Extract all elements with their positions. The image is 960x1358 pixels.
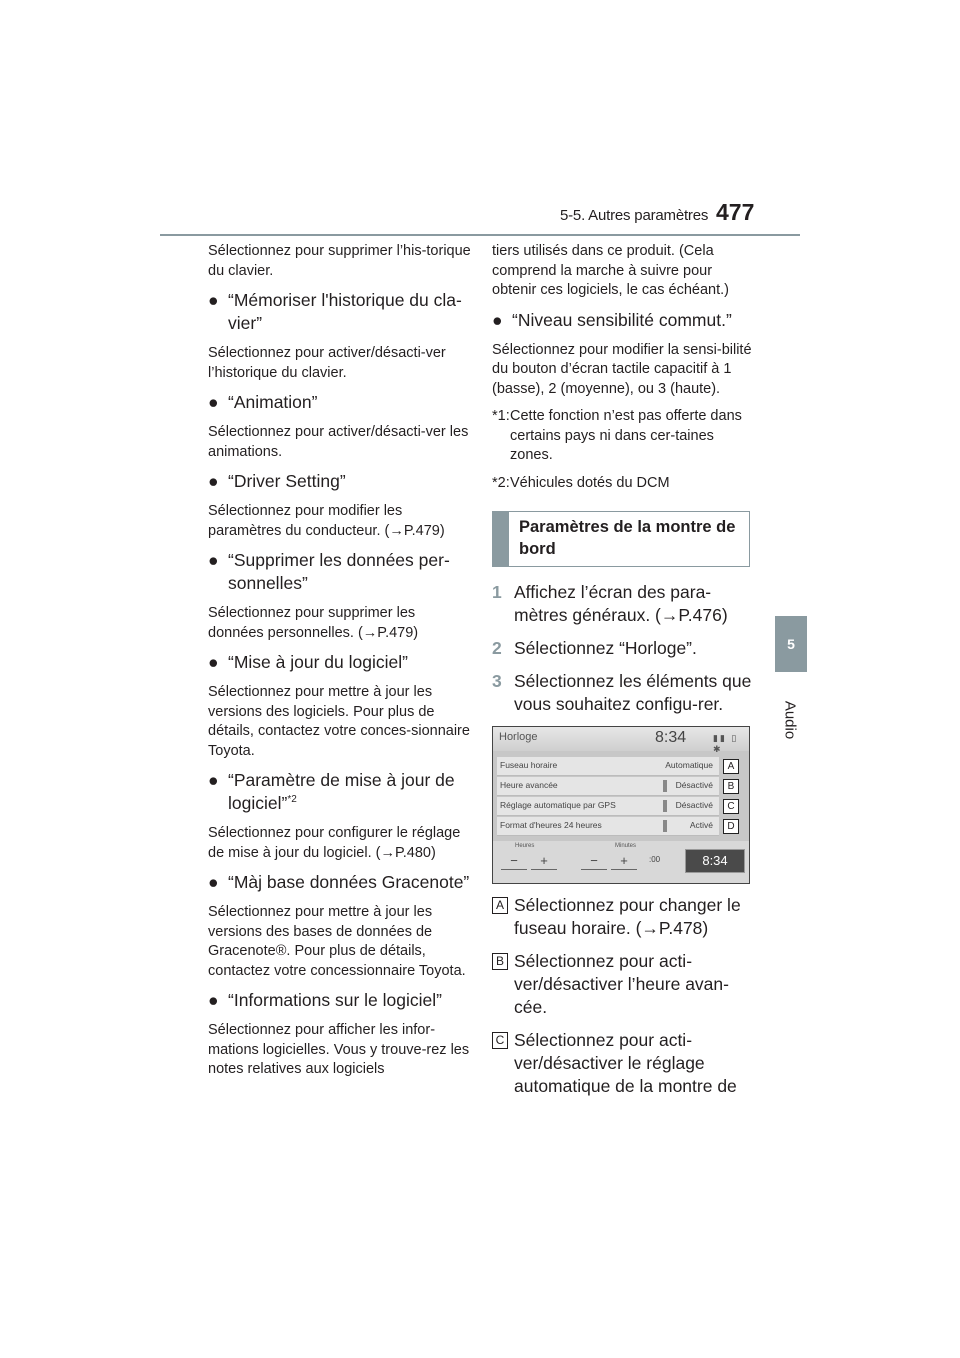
section-heading-box	[492, 511, 750, 567]
callout-label: B	[723, 779, 739, 794]
setting-heading-text: “Informations sur le logiciel”	[228, 990, 442, 1010]
description-text: Sélectionnez pour modifier les paramètres du conducteur. (→P.479)	[208, 503, 445, 539]
hours-plus-button[interactable]: +	[531, 853, 557, 870]
setting-heading	[208, 470, 473, 493]
toggle-indicator	[663, 780, 667, 792]
screen-title: Horloge	[499, 731, 538, 743]
section-heading: Paramètres de la montre de bord	[519, 518, 736, 558]
callout-item-text: Sélectionnez pour changer le fuseau horaire. (→P.478)	[514, 895, 741, 938]
callout-items	[492, 894, 757, 1098]
toggle-indicator	[663, 820, 667, 832]
chapter-tab-label: Audio	[781, 700, 799, 740]
setting-row-value: Désactivé	[675, 800, 713, 810]
setting-row-value: Automatique	[665, 760, 713, 770]
minutes-minus-button[interactable]: −	[581, 853, 607, 870]
setting-heading	[208, 989, 473, 1012]
page-number: 477	[716, 199, 755, 225]
setting-row-value: Désactivé	[675, 780, 713, 790]
section-heading-bar	[493, 512, 509, 566]
description-text: Sélectionnez pour supprimer l’his-torique du clavier.	[208, 243, 471, 279]
callout-letter: A	[492, 897, 508, 914]
reset-minutes-button[interactable]: :00	[649, 855, 661, 864]
footnote-text: Cette fonction n’est pas offerte dans certains pays ni dans cer-taines zones.	[510, 408, 742, 463]
footnote	[492, 474, 757, 494]
setting-heading	[208, 769, 473, 815]
toggle-indicator	[663, 800, 667, 812]
step-item	[492, 637, 757, 660]
screen-top-bar	[493, 727, 749, 754]
setting-heading	[208, 289, 473, 335]
header-rule	[160, 234, 800, 236]
left-column	[208, 242, 473, 1088]
description-text: Sélectionnez pour activer/désacti-ver les animations.	[208, 424, 469, 460]
callout-item-text: Sélectionnez pour acti-ver/désactiver l’heure avan-cée.	[514, 951, 729, 1017]
step-text: Sélectionnez les éléments que vous souhaitez configu-rer.	[514, 671, 752, 714]
setting-heading-text: “Màj base données Gracenote”	[228, 872, 470, 892]
footnote-text: Véhicules dotés du DCM	[510, 474, 670, 491]
setting-heading-text: “Supprimer les données per-sonnelles”	[228, 550, 450, 593]
setting-heading	[208, 871, 473, 894]
step-item	[492, 670, 757, 716]
description-text: tiers utilisés dans ce produit. (Cela comprend la marche à suivre pour obtenir ces logiciels, le cas échéant.)	[492, 243, 729, 298]
step-text: Sélectionnez “Horloge”.	[514, 638, 697, 658]
description-text: Sélectionnez pour mettre à jour les versions des logiciels. Pour plus de détails, contactez votre conces-sionnaire Toyota.	[208, 684, 470, 759]
screen-time: 8:34	[655, 729, 687, 746]
footnote-mark: *2:	[492, 474, 510, 491]
setting-row-label: Fuseau horaire	[500, 760, 558, 770]
clock-display: 8:34	[685, 849, 745, 873]
setting-heading	[208, 391, 473, 414]
bullet-icon: ●	[208, 990, 219, 1010]
setting-heading-text: “Mémoriser l'historique du cla-vier”	[228, 290, 462, 333]
callout-label: D	[723, 819, 739, 834]
clock-settings-screenshot	[492, 726, 750, 884]
callout-item	[492, 1029, 757, 1098]
footnote	[492, 407, 757, 466]
description-text: Sélectionnez pour mettre à jour les versions des bases de données de Gracenote®. Pour plus de détails, contactez votre concessionnaire Toyota.	[208, 904, 466, 979]
bullet-icon: ●	[208, 872, 219, 892]
setting-row[interactable]	[497, 777, 719, 796]
minutes-plus-button[interactable]: +	[611, 853, 637, 870]
status-icons: ▮▮ ▯ ✱	[713, 733, 739, 754]
setting-heading	[492, 309, 757, 332]
time-adjust-bar	[493, 841, 749, 883]
bullet-icon: ●	[208, 652, 219, 672]
callout-label: C	[723, 799, 739, 814]
description-text: Sélectionnez pour configurer le réglage de mise à jour du logiciel. (→P.480)	[208, 825, 461, 861]
setting-heading-text: “Driver Setting”	[228, 471, 346, 491]
setting-heading-text: “Animation”	[228, 392, 318, 412]
right-column	[492, 242, 757, 1108]
right-column-top	[492, 242, 757, 399]
bullet-icon: ●	[208, 392, 219, 412]
footnotes	[492, 407, 757, 493]
callout-letter: B	[492, 953, 508, 970]
step-text: Affichez l’écran des para-mètres généraux. (→P.476)	[514, 582, 728, 625]
description-text: Sélectionnez pour activer/désacti-ver l’historique du clavier.	[208, 345, 446, 381]
setting-row-label: Heure avancée	[500, 780, 558, 790]
bullet-icon: ●	[492, 309, 503, 330]
setting-row[interactable]	[497, 817, 719, 836]
callout-label: A	[723, 759, 739, 774]
chapter-tab-number: 5	[775, 616, 807, 672]
steps-list	[492, 581, 757, 716]
callout-item	[492, 950, 757, 1019]
description-text: Sélectionnez pour modifier la sensi-bilité du bouton d’écran tactile capacitif à 1 (basse), 2 (moyenne), ou 3 (haute).	[492, 341, 752, 397]
section-title: 5-5. Autres paramètres	[560, 207, 709, 224]
setting-heading	[208, 651, 473, 674]
callout-item-text: Sélectionnez pour acti-ver/désactiver le réglage automatique de la montre de	[514, 1030, 737, 1096]
bullet-icon: ●	[208, 471, 219, 491]
hours-minus-button[interactable]: −	[501, 853, 527, 870]
setting-heading-text: “Mise à jour du logiciel”	[228, 652, 408, 672]
bullet-icon: ●	[208, 770, 219, 790]
step-number: 2	[492, 638, 502, 658]
setting-row-label: Réglage automatique par GPS	[500, 800, 616, 810]
setting-heading	[208, 549, 473, 595]
bullet-icon: ●	[208, 550, 219, 570]
setting-row[interactable]	[497, 797, 719, 816]
minutes-label: Minutes	[615, 843, 637, 849]
bullet-icon: ●	[208, 290, 219, 310]
callout-letter: C	[492, 1032, 508, 1049]
step-item	[492, 581, 757, 627]
description-text: Sélectionnez pour supprimer les données personnelles. (→P.479)	[208, 605, 419, 641]
step-number: 3	[492, 671, 502, 691]
description-text: Sélectionnez pour afficher les infor-mations logicielles. Vous y trouve-rez les notes relatives aux logiciels	[208, 1022, 470, 1077]
step-number: 1	[492, 582, 502, 602]
hours-label: Heures	[515, 843, 535, 849]
setting-heading-text: “Paramètre de mise à jour de logiciel”	[228, 770, 455, 813]
footnote-ref: *2	[287, 794, 297, 806]
footnote-mark: *1:	[492, 408, 510, 424]
setting-row[interactable]	[497, 757, 719, 776]
setting-row-label: Format d'heures 24 heures	[500, 820, 602, 830]
setting-heading-text: “Niveau sensibilité commut.”	[512, 309, 732, 330]
setting-row-value: Activé	[689, 820, 713, 830]
callout-item	[492, 894, 757, 940]
